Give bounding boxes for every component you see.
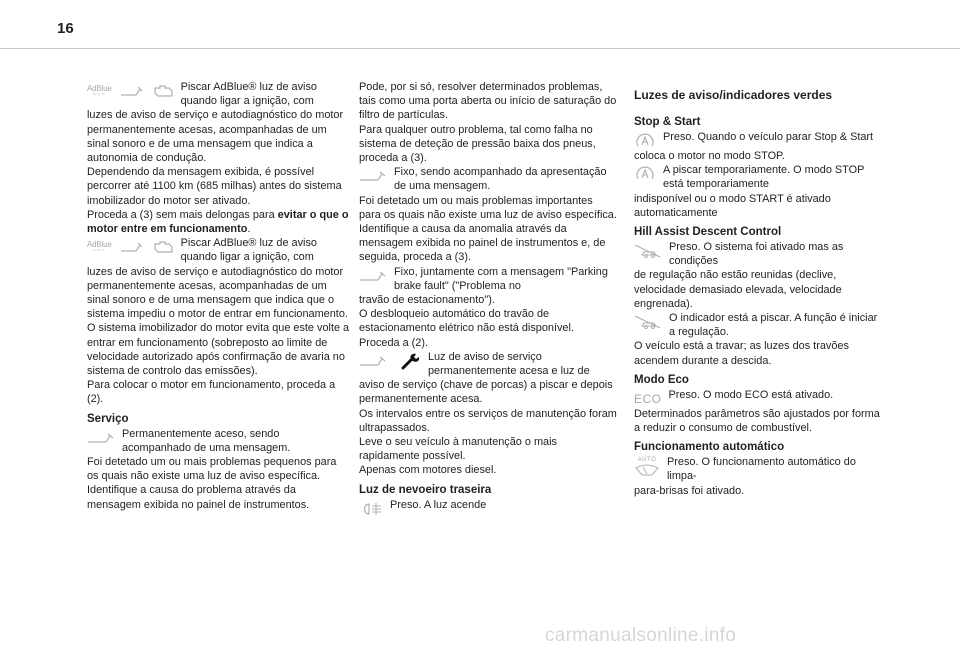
servico-text: Permanentemente aceso, sendo acompanhado de uma mensagem.: [122, 427, 291, 454]
paragraph: Apenas com motores diesel.: [359, 464, 497, 477]
section-heading-fog: Luz de nevoeiro traseira: [359, 483, 492, 496]
hill-assist-text-2: O indicador está a piscar. A função é iniciar a regulação.: [669, 312, 878, 339]
fog-row: [359, 498, 617, 517]
eco-row: [634, 388, 882, 407]
eco-icon: ECO: [634, 391, 662, 406]
paragraph: Os intervalos entre os serviços de manutenção foram ultrapassados.: [359, 407, 617, 434]
column-3: [634, 80, 882, 498]
adblue-text-1: Piscar AdBlue® luz de aviso quando ligar a ignição, com: [180, 81, 317, 108]
paragraph: O desbloqueio automático do travão de estacionamento elétrico não está disponível.: [359, 308, 574, 335]
service-wrench-icon: [359, 354, 387, 368]
service-wrench-icon: [87, 431, 115, 445]
section-heading-eco: Modo Eco: [634, 373, 689, 386]
hill-descent-icon: [634, 243, 662, 259]
stop-start-row-2: [634, 163, 882, 191]
fog-text: Preso. A luz acende: [390, 498, 487, 511]
stop-start-icon: [634, 165, 656, 183]
service-wrench-icon: [120, 240, 144, 254]
hill-assist-row-1: [634, 240, 882, 268]
engine-icon: [152, 83, 174, 99]
page-number: 16: [57, 20, 74, 37]
paragraph: Dependendo da mensagem exibida, é possível percorrer até 1100 km (685 milhas) antes do sistema imobilizador do motor ser ativado.: [87, 166, 342, 207]
paragraph: Foi detetado um ou mais problemas importantes para os quais não existe uma luz de aviso específica.: [359, 194, 617, 221]
auto-row: [634, 455, 882, 483]
service-wrench-icon: [120, 84, 144, 98]
engine-icon: [152, 239, 174, 255]
paragraph: Proceda a (3) sem mais delongas para evitar o que o motor entre em funcionamento.: [87, 208, 349, 236]
paragraph: luzes de aviso de serviço e autodiagnóstico do motor permanentemente acesas, acompanhadas de um sinal sonoro e de uma mensagem que indica que o sistema impediu o motor de entrar em funcionamento.: [87, 265, 348, 321]
rear-fog-light-icon: [359, 501, 383, 517]
paragraph: Para colocar o motor em funcionamento, proceda a (2).: [87, 379, 336, 406]
hill-descent-icon: [634, 314, 662, 330]
stop-start-icon: [634, 132, 656, 150]
section-heading-servico: Serviço: [87, 412, 129, 425]
paragraph: aviso de serviço (chave de porcas) a piscar e depois permanentemente acesa.: [359, 379, 613, 406]
paragraph: O veículo está a travar; as luzes dos travões acendem durante a descida.: [634, 340, 849, 367]
hill-assist-row-2: [634, 311, 882, 339]
column-1: [87, 80, 350, 512]
paragraph: Proceda a (2).: [359, 336, 429, 349]
adblue-text-2: Piscar AdBlue® luz de aviso quando ligar a ignição, com: [180, 237, 317, 264]
header-divider: [0, 48, 960, 49]
service-wrench-row: [359, 350, 617, 378]
service-wrench-icon: [359, 169, 387, 183]
stop-start-row-1: [634, 130, 882, 149]
hill-assist-text-1: Preso. O sistema foi ativado mas as condições: [669, 241, 844, 268]
stop-start-text-2: A piscar temporariamente. O modo STOP está temporariamente: [663, 164, 865, 191]
section-heading-hill-assist: Hill Assist Descent Control: [634, 226, 782, 239]
section-heading-stop-start: Stop & Start: [634, 116, 701, 128]
paragraph: de regulação não estão reunidas (declive, velocidade demasiado elevada, velocidade engrenada).: [634, 269, 842, 310]
section-heading-auto: Funcionamento automático: [634, 441, 785, 454]
adblue-icon: AdBlue ~~~: [87, 84, 112, 98]
paragraph: Identifique a causa da anomalia através da mensagem exibida no painel de instrumentos e, de seguida, proceda a (3).: [359, 223, 606, 264]
paragraph: coloca o motor no modo STOP.: [634, 150, 785, 162]
parking-brake-text: Fixo, juntamente com a mensagem "Parking brake fault" ("Problema no: [394, 265, 608, 292]
service-wrench-text: Luz de aviso de serviço permanentemente acesa e luz de: [428, 350, 590, 378]
column-2: [359, 80, 617, 517]
paragraph: para-brisas foi ativado.: [634, 484, 745, 497]
service-fixed-row: [359, 165, 617, 193]
auto-wiper-icon: AUTO: [634, 457, 660, 476]
auto-text: Preso. O funcionamento automático do limpa-: [667, 456, 856, 483]
paragraph: indisponível ou o modo START é ativado automaticamente: [634, 192, 831, 219]
paragraph: Leve o seu veículo à manutenção o mais rapidamente possível.: [359, 436, 557, 463]
wrench-icon: [401, 352, 421, 370]
adblue-icon: AdBlue ~~~: [87, 240, 112, 255]
service-wrench-icon: [359, 269, 387, 283]
paragraph: Pode, por si só, resolver determinados problemas, tais como uma porta aberta ou início de saturação do filtro de partículas.: [359, 81, 617, 122]
eco-text: Preso. O modo ECO está ativado.: [668, 388, 834, 401]
adblue-warning-row-2: [87, 236, 350, 264]
paragraph: Identifique a causa do problema através da mensagem exibida no painel de instrumentos.: [87, 484, 310, 511]
watermark-footer: carmanualsonline.info: [545, 625, 737, 646]
paragraph: Determinados parâmetros são ajustados por forma a reduzir o consumo de combustível.: [634, 407, 880, 435]
parking-brake-row: [359, 265, 617, 293]
paragraph: O sistema imobilizador do motor evita que este volte a entrar em funcionamento (sobreposto ao limite de velocidade autorizado após confirmação de avaria no sistema de controlo das emissões).: [87, 322, 350, 378]
section-title-green-lights: Luzes de aviso/indicadores verdes: [634, 88, 833, 102]
paragraph: Foi detetado um ou mais problemas pequenos para os quais não existe uma luz de aviso específica.: [87, 456, 337, 483]
servico-row: [87, 427, 350, 455]
service-fixed-text: Fixo, sendo acompanhado da apresentação de uma mensagem.: [394, 166, 607, 193]
stop-start-text-1: Preso. Quando o veículo parar Stop & Start: [663, 131, 874, 143]
adblue-warning-row-1: [87, 80, 350, 108]
paragraph: luzes de aviso de serviço e autodiagnóstico do motor permanentemente acesas, acompanhadas de um sinal sonoro e de uma mensagem que indica a autonomia de condução.: [87, 109, 344, 165]
paragraph: Para qualquer outro problema, tal como falha no sistema de deteção de pressão baixa dos pneus, proceda a (3).: [359, 123, 596, 165]
paragraph: travão de estacionamento").: [359, 294, 495, 307]
